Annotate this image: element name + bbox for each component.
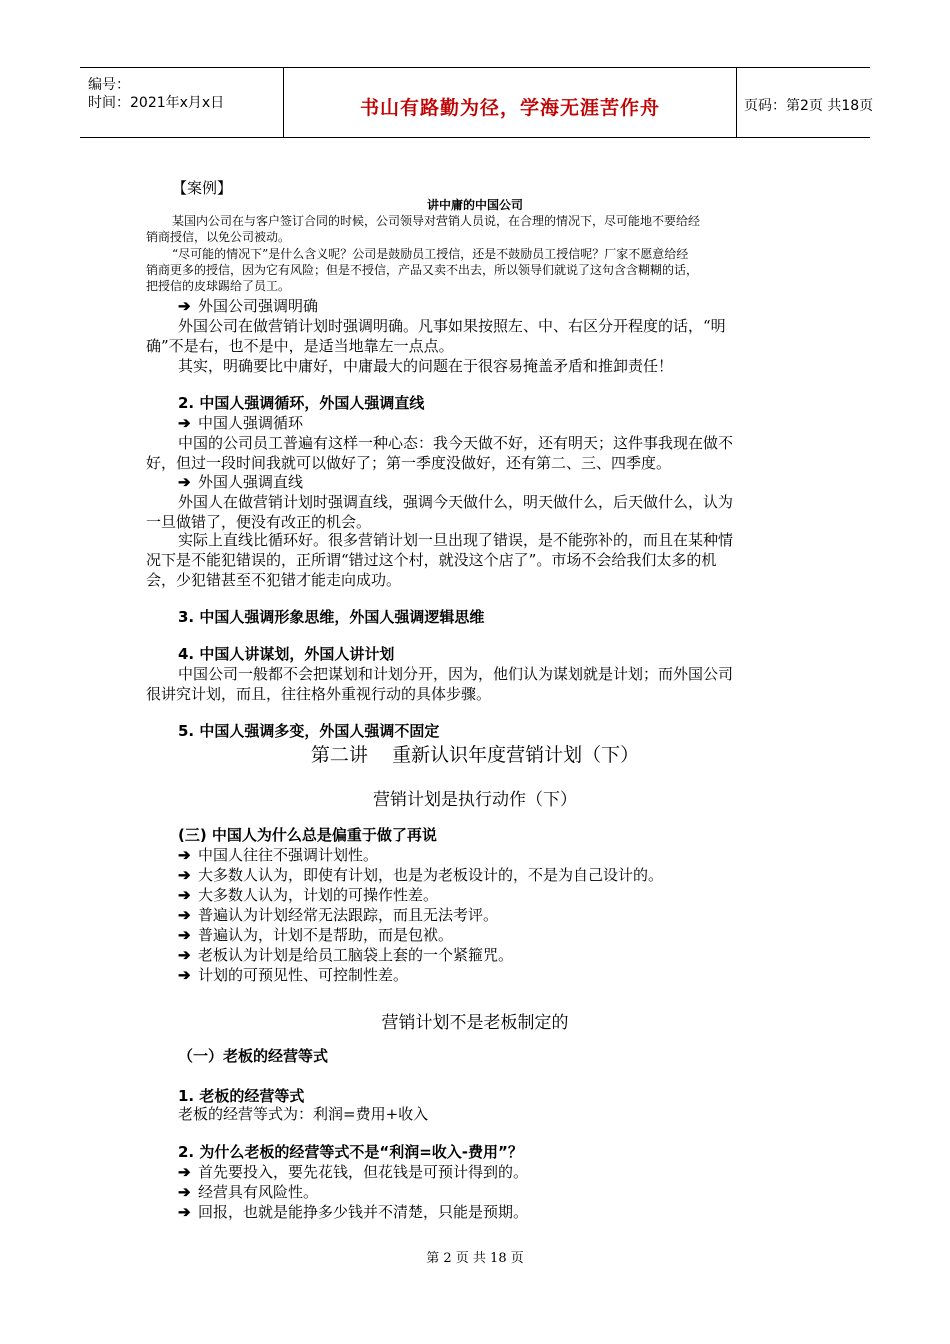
arrow-right-icon: ➔	[178, 414, 191, 432]
s4-p-line2: 很讲究计划，而且，往往格外重视行动的具体步骤。	[146, 685, 492, 703]
case-label: 【案例】	[172, 179, 233, 197]
list-item	[178, 1202, 528, 1222]
arrow-right-icon: ➔	[178, 473, 191, 491]
bullet-list	[178, 1162, 528, 1222]
arrow-right-icon: ➔	[178, 946, 191, 964]
arrow-right-icon: ➔	[178, 906, 191, 924]
lecture-subtitle2: 营销计划不是老板制定的	[381, 1013, 569, 1033]
page-header	[80, 67, 874, 138]
s2-p1-line1: 中国的公司员工普遍有这样一种心态：我今天做不好，还有明天；这件事我现在做不	[178, 434, 734, 452]
bullet-text: 经营具有风险性。	[198, 1183, 319, 1201]
h1-text: 老板的经营等式为：利润=费用+收入	[178, 1105, 429, 1123]
s2-p1-line2: 好，但过一段时间我就可以做好了；第一季度没做好，还有第二、三、四季度。	[146, 454, 672, 472]
s2-p2-line2: 一旦做错了，便没有改正的机会。	[146, 513, 372, 531]
list-item	[178, 905, 663, 925]
arrow-right-icon: ➔	[178, 886, 191, 904]
case-para2-line2: 销商更多的授信，因为它有风险；但是不授信，产品又卖不出去，所以领导们就说了这句含含糊糊的话，	[146, 263, 699, 277]
s2-heading: 2. 中国人强调循环，外国人强调直线	[178, 394, 425, 412]
arrow-right-icon: ➔	[178, 297, 191, 315]
bullet-text: 老板认为计划是给员工脑袋上套的一个紧箍咒。	[198, 946, 514, 964]
list-item	[178, 845, 663, 865]
bullet-text: 普遍认为，计划不是帮助，而是包袱。	[198, 926, 454, 944]
arrow-right-icon: ➔	[178, 1183, 191, 1201]
page-footer: 第 2 页 共 18 页	[426, 1251, 524, 1266]
bullet-text: 普遍认为计划经常无法跟踪，而且无法考评。	[198, 906, 499, 924]
section1-heading: （一）老板的经营等式	[178, 1047, 329, 1065]
time-label: 时间：2021年x月x日	[88, 95, 225, 111]
bullet-text: 回报，也就是能挣多少钱并不清楚，只能是预期。	[198, 1203, 529, 1221]
arrow-right-icon: ➔	[178, 1163, 191, 1181]
bullet-text: 外国人强调直线	[198, 473, 304, 491]
s2-p3-line1: 实际上直线比循环好。很多营销计划一旦出现了错误，是不能弥补的，而且在某种情	[178, 531, 734, 549]
lecture-title: 第二讲 重新认识年度营销计划（下）	[310, 744, 640, 766]
h2-heading: 2. 为什么老板的经营等式不是“利润=收入-费用”？	[178, 1143, 523, 1161]
header-left-cell	[80, 68, 283, 137]
s1-p2: 其实，明确要比中庸好，中庸最大的问题在于很容易掩盖矛盾和推卸责任！	[178, 357, 674, 375]
arrow-right-icon: ➔	[178, 966, 191, 984]
bullet-list	[178, 845, 663, 985]
arrow-right-icon: ➔	[178, 926, 191, 944]
bullet-text: 大多数人认为，计划的可操作性差。	[198, 886, 439, 904]
arrow-right-icon: ➔	[178, 866, 191, 884]
bullet-text: 中国人强调循环	[198, 414, 304, 432]
list-item	[178, 296, 318, 316]
number-label: 编号：	[88, 77, 130, 93]
s1-p1-line2: 确”不是右，也不是中，是适当地靠左一点点。	[146, 337, 454, 355]
bullet-text: 大多数人认为，即使有计划，也是为老板设计的，不是为自己设计的。	[198, 866, 664, 884]
header-motto-cell	[283, 68, 737, 137]
list-item	[178, 965, 663, 985]
list-item	[178, 925, 663, 945]
arrow-right-icon: ➔	[178, 846, 191, 864]
arrow-right-icon: ➔	[178, 1203, 191, 1221]
s2-p3-line3: 会，少犯错甚至不犯错才能走向成功。	[146, 571, 402, 589]
s3-heading: 3. 中国人强调形象思维，外国人强调逻辑思维	[178, 608, 485, 626]
case-title: 讲中庸的中国公司	[426, 198, 523, 212]
list-item	[178, 1182, 528, 1202]
s2-p3-line2: 况下是不能犯错误的，正所谓“错过这个村，就没这个店了”。市场不会给我们太多的机	[146, 551, 717, 569]
s1-p1-line1: 外国公司在做营销计划时强调明确。凡事如果按照左、中、右区分开程度的话，“明	[178, 317, 726, 335]
s4-heading: 4. 中国人讲谋划，外国人讲计划	[178, 645, 395, 663]
list-item	[178, 865, 663, 885]
s4-p-line1: 中国公司一般都不会把谋划和计划分开，因为，他们认为谋划就是计划；而外国公司	[178, 665, 734, 683]
header-page-cell	[736, 68, 874, 137]
s2-p2-line1: 外国人在做营销计划时强调直线，强调今天做什么，明天做什么，后天做什么，认为	[178, 493, 734, 511]
case-para2-line3: 把授信的皮球踢给了员工。	[146, 279, 291, 293]
bullet-text: 中国人往往不强调计划性。	[198, 846, 379, 864]
motto: 书山有路勤为径，学海无涯苦作舟	[359, 97, 660, 119]
list-item	[178, 413, 303, 433]
list-item	[178, 472, 303, 492]
section3-heading: (三) 中国人为什么总是偏重于做了再说	[178, 826, 437, 844]
bullet-text: 首先要投入，要先花钱，但花钱是可预计得到的。	[198, 1163, 529, 1181]
s5-heading: 5. 中国人强调多变，外国人强调不固定	[178, 722, 440, 740]
case-para1-line2: 销商授信，以免公司被动。	[146, 230, 291, 244]
list-item	[178, 1162, 528, 1182]
bullet-text: 外国公司强调明确	[198, 297, 319, 315]
h1-heading: 1. 老板的经营等式	[178, 1087, 305, 1105]
bullet-text: 计划的可预见性、可控制性差。	[198, 966, 409, 984]
case-para1-line1: 某国内公司在与客户签订合同的时候，公司领导对营销人员说，在合理的情况下，尽可能地不要给经	[172, 214, 701, 228]
lecture-subtitle: 营销计划是执行动作（下）	[373, 790, 577, 810]
list-item	[178, 945, 663, 965]
page-info: 页码：第2页 共18页	[744, 98, 874, 114]
case-para2-line1: “尽可能的情况下”是什么含义呢？公司是鼓励员工授信，还是不鼓励员工授信呢？厂家不愿意给经	[172, 247, 689, 261]
list-item	[178, 885, 663, 905]
